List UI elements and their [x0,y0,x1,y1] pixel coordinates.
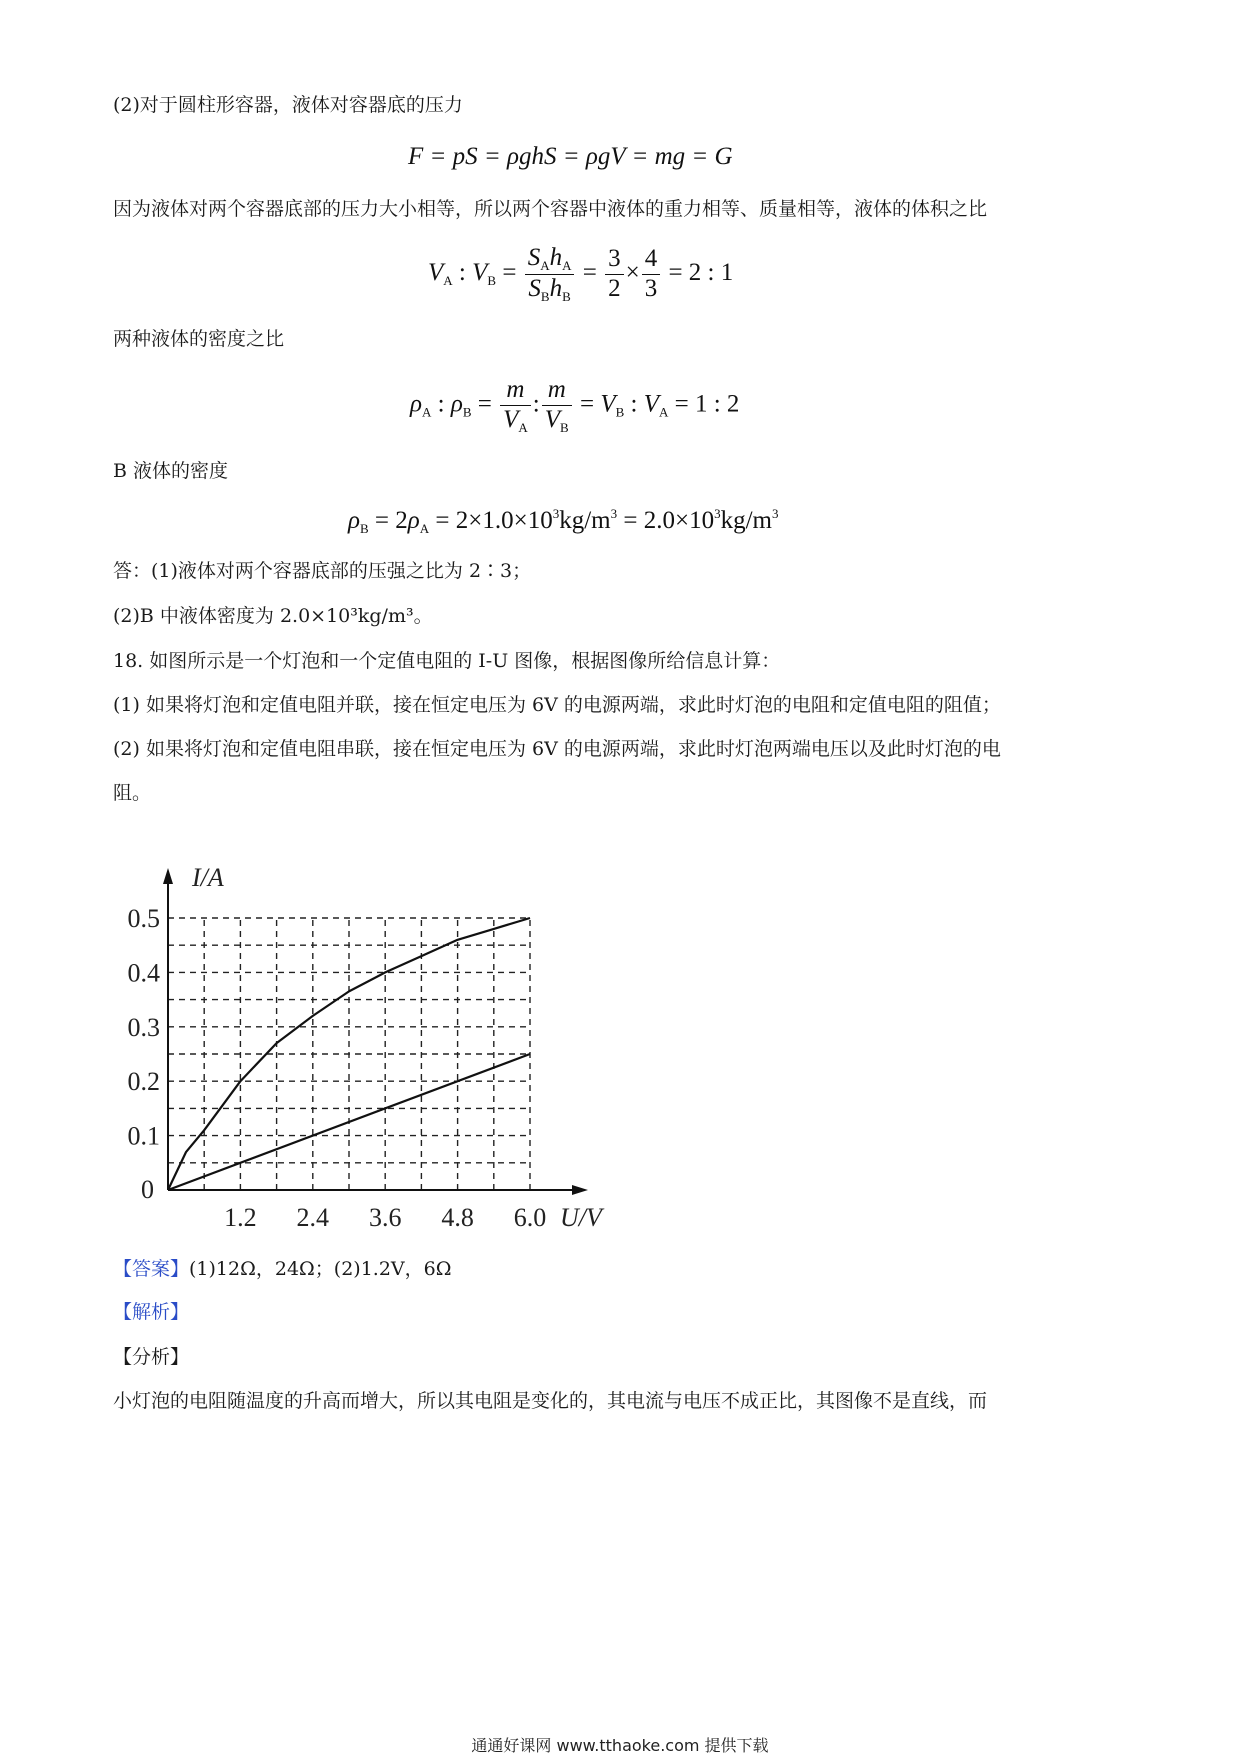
x-axis-label: U/V [560,1203,602,1232]
x-axis-arrow [572,1185,588,1195]
question-18: 18. 如图所示是一个灯泡和一个定值电阻的 I-U 图像，根据图像所给信息计算： [113,650,781,672]
origin-label: 0 [141,1175,154,1204]
equation-volume-ratio: $V_A$ : $V_B$ = $\frac{S_Ah_A}{S_Bh_B}$ = $\frac{3}{2}$ × $\frac{4}{3}$ = 2 : 1 [428,244,734,304]
x-tick-label: 1.2 [224,1203,257,1232]
paragraph-6: (2)B 中液体密度为 2.0×10³kg/m³。 [113,605,433,627]
y-tick-label: 0.2 [127,1067,160,1097]
paragraph-2: 因为液体对两个容器底部的压力大小相等，所以两个容器中液体的重力相等、质量相等，液体的体积之比 [113,198,988,220]
answer-line [113,1260,451,1279]
iu-chart [120,863,640,1250]
paragraph-4: B 液体的密度 [113,460,229,482]
equation-force [408,143,733,171]
y-axis-label: I/A [192,863,224,892]
equation-density-b: $\rho_B = 2\rho_A = 2\times 1.0\times 10^3kg/m^3 = 2.0\times 10^3kg/m^3$ [348,506,779,536]
y-tick-label: 0.1 [127,1121,160,1151]
y-axis-arrow [163,868,173,884]
paragraph-1: (2)对于圆柱形容器，液体对容器底的压力 [113,94,463,116]
answer-tag: 【答案】 [113,1258,190,1280]
footer: 通通好课网 www.tthaoke.com 提供下载 [471,1736,769,1755]
y-tick-label: 0.4 [127,958,160,988]
question-18-part-2: (2) 如果将灯泡和定值电阻串联，接在恒定电压为 6V 的电源两端，求此时灯泡两端电压以及此时灯泡的电 [113,738,1001,760]
jiexi-tag: 【解析】 [113,1301,190,1323]
question-18-part-2-cont: 阻。 [113,782,152,804]
analysis-text: 小灯泡的电阻随温度的升高而增大，所以其电阻是变化的，其电流与电压不成正比，其图像不是直线，而 [113,1390,988,1412]
fenxi-tag: 【分析】 [113,1346,190,1368]
equation-density-ratio: $\rho_A$ : $\rho_B$ = $\frac{m}{V_A}$ : $\frac{m}{V_B}$ = $V_B$ : $V_A = 1$ : 2 [410,376,740,435]
x-tick-label: 6.0 [513,1203,547,1232]
y-tick-label: 0.5 [127,904,160,933]
x-tick-label: 2.4 [296,1203,330,1232]
question-18-part-1: (1) 如果将灯泡和定值电阻并联，接在恒定电压为 6V 的电源两端，求此时灯泡的电阻和定值电阻的阻值； [113,694,1001,716]
answer-text: (1)12Ω，24Ω；(2)1.2V，6Ω [189,1258,452,1280]
x-tick-label: 3.6 [368,1203,402,1232]
paragraph-5: 答：(1)液体对两个容器底部的压强之比为 2∶3； [113,560,532,582]
x-tick-label: 4.8 [441,1203,474,1232]
equation-force-text: F = pS = ρghS = ρgV = mg = G [408,143,733,170]
y-tick-label: 0.3 [127,1012,160,1042]
paragraph-3: 两种液体的密度之比 [113,328,285,350]
